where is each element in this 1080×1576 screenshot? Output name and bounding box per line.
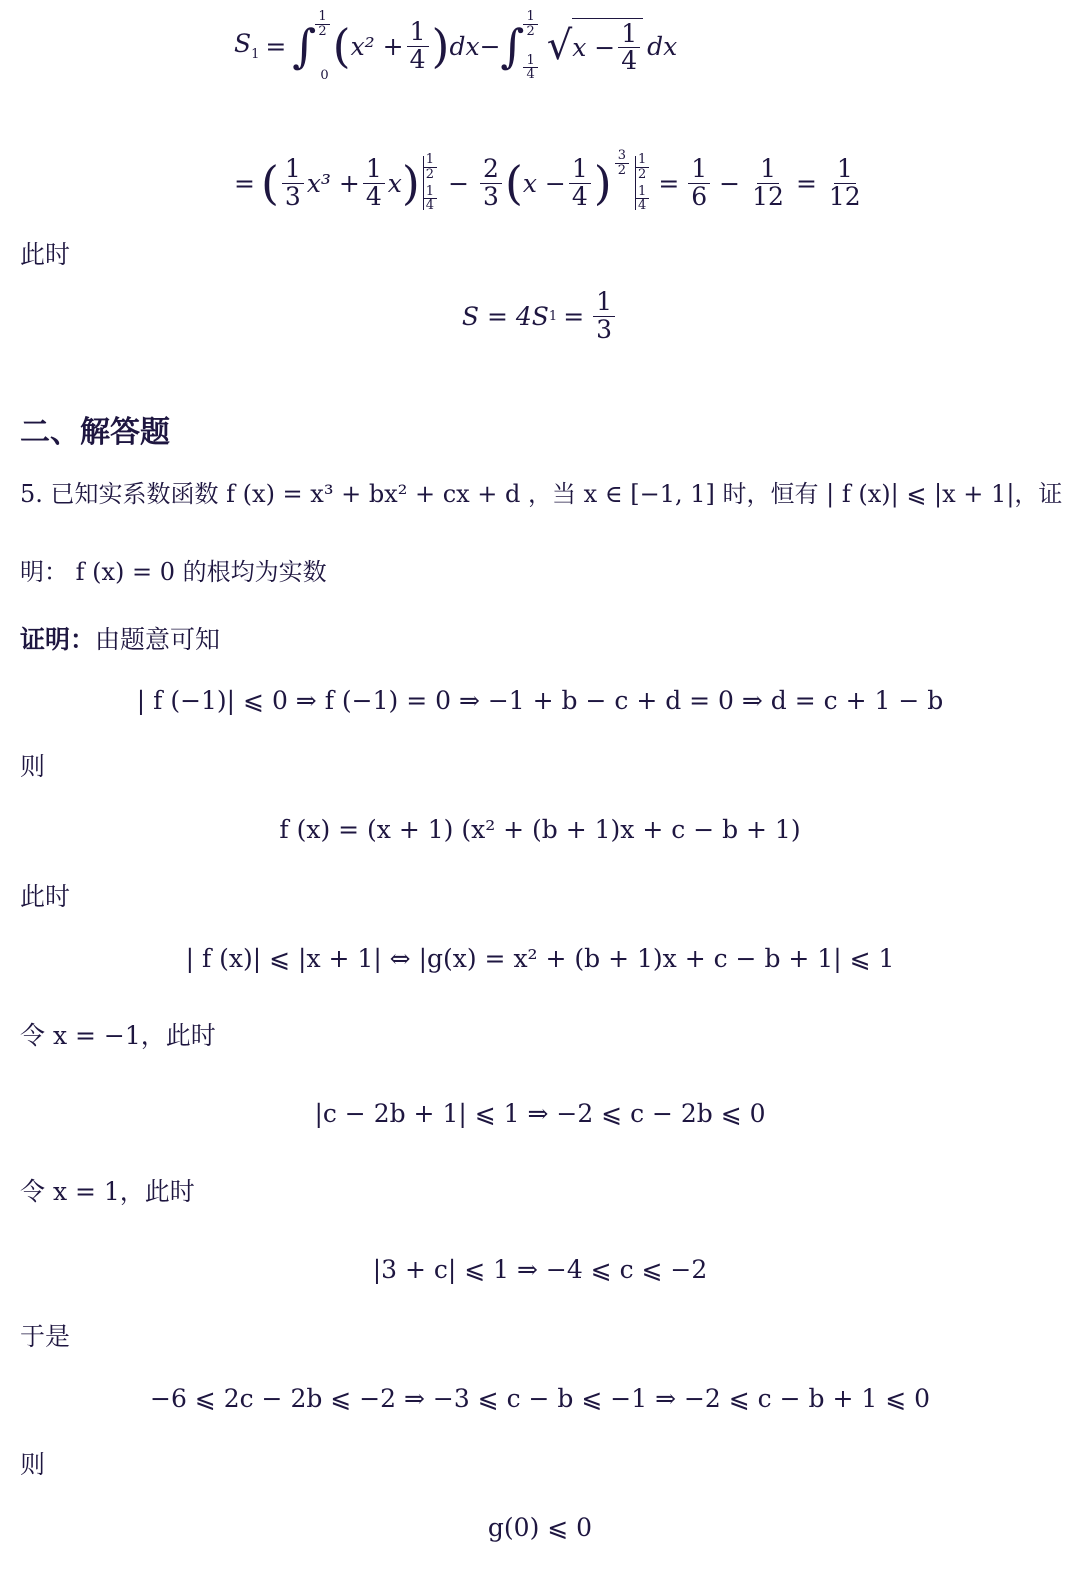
exponent-three-halves: $\frac{3}{2}$ [615,149,629,177]
minus-sign: − [448,168,470,198]
equation-2: f (x) = (x + 1) (x² + (b + 1)x + c − b + 1) [279,815,801,844]
integral-sign-2: ∫ [500,19,525,73]
dx-1: dx [449,31,480,61]
fraction-one-sixth: $\frac{1}{6}$ [688,156,710,210]
fraction-one-twelfth-result: $\frac{1}{12}$ [828,154,861,211]
lower-limit-quarter: $\frac{1}{4}$ [523,54,537,82]
upper-limit-half-2: $\frac{1}{2}$ [523,10,537,38]
fraction-one-quarter-2: $\frac{1}{4}$ [618,21,640,75]
section-heading: 二、解答题 [20,415,170,450]
eval-limits-1: $\frac{1}{2}$ $\frac{1}{4}$ [420,153,440,213]
proof-intro: 由题意可知 [95,625,221,654]
equation-5: |3 + c| ⩽ 1 ⇒ −4 ⩽ c ⩽ −2 [372,1255,708,1284]
text-let-1: 令 x = 1，此时 [20,1177,195,1206]
minus-sign-2: − [719,168,741,198]
right-paren: ) [431,19,450,73]
right-paren: ) [401,156,420,210]
equation-4: |c − 2b + 1| ⩽ 1 ⇒ −2 ⩽ c − 2b ⩽ 0 [314,1099,766,1128]
equation-6: −6 ⩽ 2c − 2b ⩽ −2 ⇒ −3 ⩽ c − b ⩽ −1 ⇒ −2 ⩽ c − b + 1 ⩽ 0 [150,1384,930,1413]
minus-sign: − [479,31,501,61]
text-ze-1: 则 [20,752,46,781]
proof-line [20,627,220,652]
equals-sign: = [265,31,287,61]
left-paren: ( [332,19,351,73]
upper-limit-half: $\frac{1}{2}$ [315,10,329,38]
integral-2-limits [520,10,540,82]
fraction-one-third-result: $\frac{1}{3}$ [593,289,615,343]
s1-integral-equation [234,8,677,84]
sqrt-icon: √ [546,23,573,69]
integral-1-limits [312,10,332,82]
problem-line-2: 明： f (x) = 0 的根均为实数 [20,558,327,586]
s-equation: S = 4S 1 = $\frac{1}{3}$ [0,288,1080,344]
fraction-one-twelfth: $\frac{1}{12}$ [752,154,784,211]
equals-sign: = [234,168,255,198]
equation-7: g(0) ⩽ 0 [487,1513,593,1542]
sqrt-body: x − $\frac{1}{4}$ [572,18,643,75]
x-minus-term: x − [522,168,566,198]
dx-2: dx [647,31,678,61]
left-paren: ( [260,156,279,210]
text-yushi: 于是 [20,1322,71,1351]
equation-1: | f (−1)| ⩽ 0 ⇒ f (−1) = 0 ⇒ −1 + b − c + d = 0 ⇒ d = c + 1 − b [136,686,944,715]
problem-line-1: 5. 已知实系数函数 f (x) = x³ + bx² + cx + d ，当 x ∈ [−1, 1] 时，恒有 | f (x)| ⩽ |x + 1|，证 [20,480,1063,508]
eval-limits-2: $\frac{1}{2}$ $\frac{1}{4}$ [632,153,652,213]
lower-limit-zero: 0 [320,68,329,83]
text-ze-2: 则 [20,1450,46,1479]
proof-label: 证明： [20,625,96,654]
integral-sign-1: ∫ [292,19,317,73]
fraction-one-quarter-2: $\frac{1}{4}$ [569,156,591,210]
s1-evaluation [234,145,867,221]
right-paren-2: ) [593,156,612,210]
x-term: x [387,168,402,198]
fraction-one-quarter: $\frac{1}{4}$ [407,19,429,73]
s1-symbol: $S_1$ [234,29,260,62]
x-cubed-term: x³ + [306,168,360,198]
equals-sign-2: = [658,168,680,198]
fraction-one-quarter: $\frac{1}{4}$ [363,156,385,210]
text-cishi-2: 此时 [20,882,71,911]
left-paren-2: ( [504,156,523,210]
text-cishi-1: 此时 [20,240,71,269]
equals-sign-3: = [795,168,817,198]
fraction-two-thirds: $\frac{2}{3}$ [480,156,502,210]
fraction-one-third: $\frac{1}{3}$ [282,156,304,210]
equation-3: | f (x)| ⩽ |x + 1| ⇔ |g(x) = x² + (b + 1)x + c − b + 1| ⩽ 1 [185,944,895,973]
text-let-minus1: 令 x = −1，此时 [20,1021,216,1050]
x-squared-term: x² + [350,31,404,61]
